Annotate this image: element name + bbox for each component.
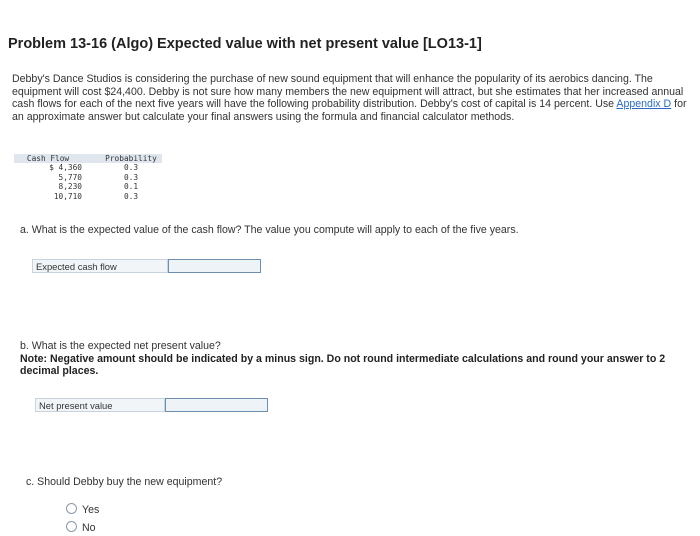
probability-header: Probability xyxy=(100,154,162,163)
radio-option-no[interactable] xyxy=(66,521,96,535)
table-row xyxy=(14,182,162,191)
probability-cell: 0.3 xyxy=(123,191,139,201)
probability-cell: 0.3 xyxy=(123,163,139,173)
intro-text: Debby's Dance Studios is considering the purchase of new sound equipment that will enhance the popularity of its aerobics dancing. The equipment will cost $24,400. Debby is not sure how many members the new equipment will attract, but she estimates that her increased annual cash flows for each of the next five years will have the following probability distribution. Debby's cost of capital is 14 percent. Use xyxy=(12,73,684,111)
radio-label: No xyxy=(82,522,96,534)
probability-cell: 0.3 xyxy=(123,172,139,182)
radio-option-yes[interactable] xyxy=(66,503,99,517)
net-present-value-input[interactable] xyxy=(165,398,268,412)
radio-circle-icon[interactable] xyxy=(66,521,77,532)
table-row xyxy=(14,163,162,172)
intro-text-end: for an approximate answer but calculate your final answers using the formula and financial calculator methods. xyxy=(12,98,687,123)
question-b-note: Note: Negative amount should be indicated by a minus sign. Do not round intermediate calculations and round your answer to 2 decimal places. xyxy=(20,352,666,378)
question-c-text: c. Should Debby buy the new equipment? xyxy=(26,476,223,488)
probability-cell: 0.1 xyxy=(123,182,139,192)
problem-intro xyxy=(12,73,698,123)
cash-flow-cell: 8,230 xyxy=(58,182,82,192)
radio-circle-icon[interactable] xyxy=(66,503,77,514)
appendix-d-link[interactable]: Appendix D xyxy=(616,98,672,111)
radio-label: Yes xyxy=(82,504,100,516)
table-row xyxy=(14,192,162,201)
cash-flow-cell: 10,710 xyxy=(53,191,82,201)
question-b-block xyxy=(20,340,696,378)
cash-flow-table xyxy=(14,154,162,201)
expected-cash-flow-label: Expected cash flow xyxy=(32,259,168,273)
question-a-text: a. What is the expected value of the cash flow? The value you compute will apply to each of the five years. xyxy=(20,224,519,236)
problem-title: Problem 13-16 (Algo) Expected value with net present value [LO13-1] xyxy=(8,36,482,52)
net-present-value-label: Net present value xyxy=(35,398,165,412)
expected-cash-flow-input[interactable] xyxy=(168,259,261,273)
table-row xyxy=(14,173,162,182)
question-b-text: b. What is the expected net present value? xyxy=(20,340,221,352)
cash-flow-cell: $ 4,360 xyxy=(49,163,82,173)
cash-flow-header: Cash Flow xyxy=(14,154,82,163)
cash-flow-cell: 5,770 xyxy=(58,172,82,182)
